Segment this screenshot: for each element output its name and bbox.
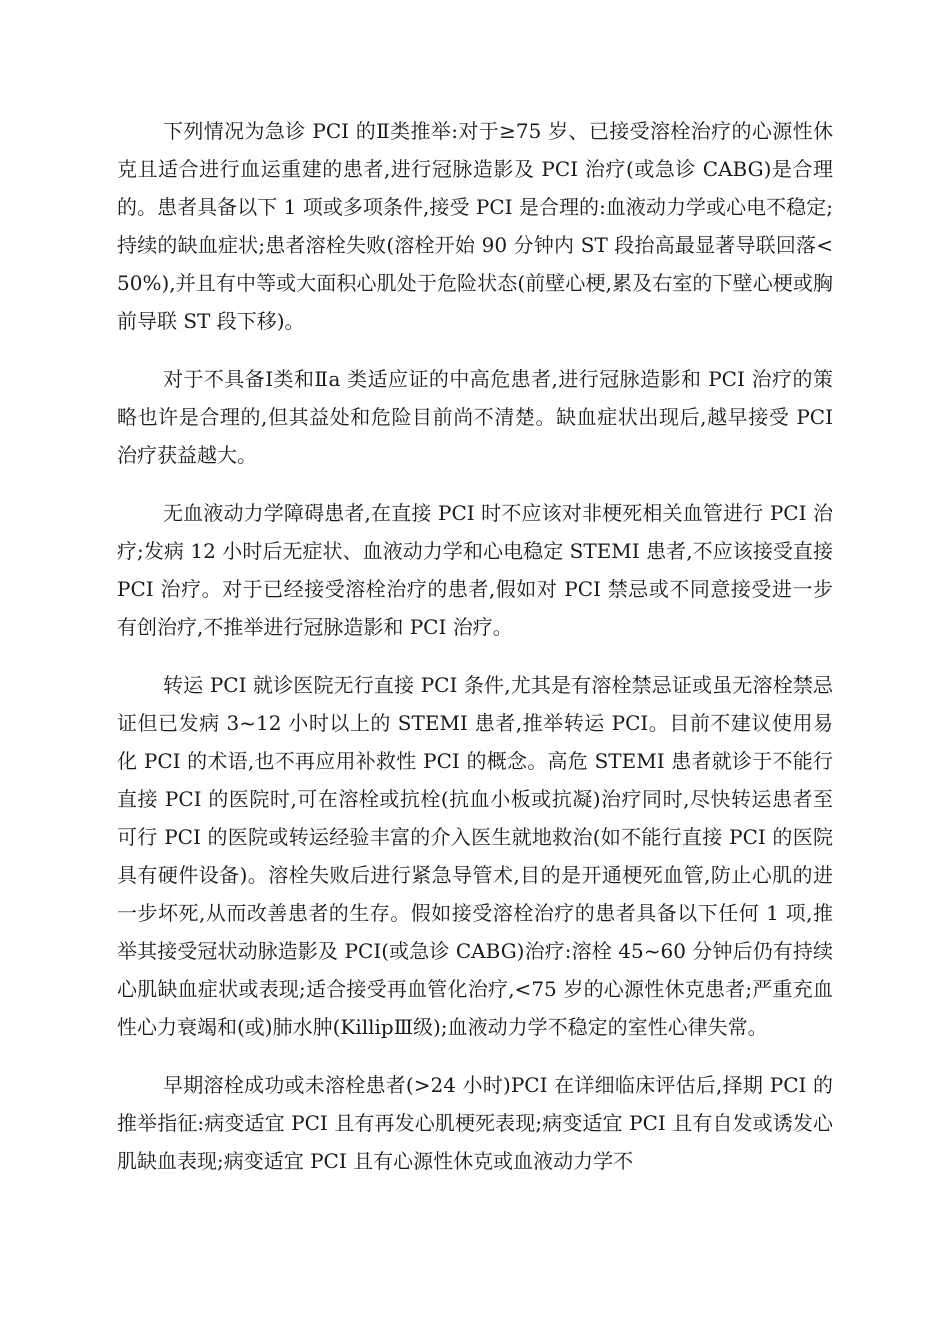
paragraph-elective-pci: 早期溶栓成功或未溶栓患者(>24 小时)PCI 在详细临床评估后,择期 PCI 的推举指征:病变适宜 PCI 且有再发心肌梗死表现;病变适宜 PCI 且有自发或诱发心肌缺血表现;病变适宜 PCI 且有心源性休克或血液动力学不 bbox=[117, 1073, 833, 1173]
paragraph-pci-class-two: 下列情况为急诊 PCI 的Ⅱ类推举:对于≥75 岁、已接受溶栓治疗的心源性休克且适合进行血运重建的患者,进行冠脉造影及 PCI 治疗(或急诊 CABG)是合理的。患者具备以下 1 项或多项条件,接受 PCI 是合理的:血液动力学或心电不稳定;持续的缺血症状;患者溶栓失败(溶栓开始 90 分钟内 ST 段抬高最显著导联回落<50%),并且有中等或大面积心肌处于危险状态(前壁心梗,累及右室的下壁心梗或胸前导联 ST 段下移)。 bbox=[117, 119, 833, 333]
paragraph-transfer-pci: 转运 PCI 就诊医院无行直接 PCI 条件,尤其是有溶栓禁忌证或虽无溶栓禁忌证但已发病 3~12 小时以上的 STEMI 患者,推举转运 PCI。目前不建议使用易化 PCI 的术语,也不再应用补救性 PCI 的概念。高危 STEMI 患者就诊于不能行直接 PCI 的医院时,可在溶栓或抗栓(抗血小板或抗凝)治疗同时,尽快转运患者至可行 PCI 的医院或转运经验丰富的介入医生就地救治(如不能行直接 PCI 的医院具有硬件设备)。溶栓失败后进行紧急导管术,目的是开通梗死血管,防止心肌的进一步坏死,从而改善患者的生存。假如接受溶栓治疗的患者具备以下任何 1 项,推举其接受冠状动脉造影及 PCI(或急诊 CABG)治疗:溶栓 45~60 分钟后仍有持续心肌缺血症状或表现;适合接受再血管化治疗,<75 岁的心源性休克患者;严重充血性心力衰竭和(或)肺水肿(KillipⅢ级);血液动力学不稳定的室性心律失常。 bbox=[117, 673, 833, 1039]
paragraph-moderate-high-risk: 对于不具备Ⅰ类和Ⅱa 类适应证的中高危患者,进行冠脉造影和 PCI 治疗的策略也许是合理的,但其益处和危险目前尚不清楚。缺血症状出现后,越早接受 PCI 治疗获益越大。 bbox=[117, 367, 833, 467]
paragraph-non-culprit-vessel: 无血液动力学障碍患者,在直接 PCI 时不应该对非梗死相关血管进行 PCI 治疗;发病 12 小时后无症状、血液动力学和心电稳定 STEMI 患者,不应该接受直接 PCI 治疗。对于已经接受溶栓治疗的患者,假如对 PCI 禁忌或不同意接受进一步有创治疗,不推举进行冠脉造影和 PCI 治疗。 bbox=[117, 501, 833, 639]
document-body bbox=[117, 112, 833, 1200]
